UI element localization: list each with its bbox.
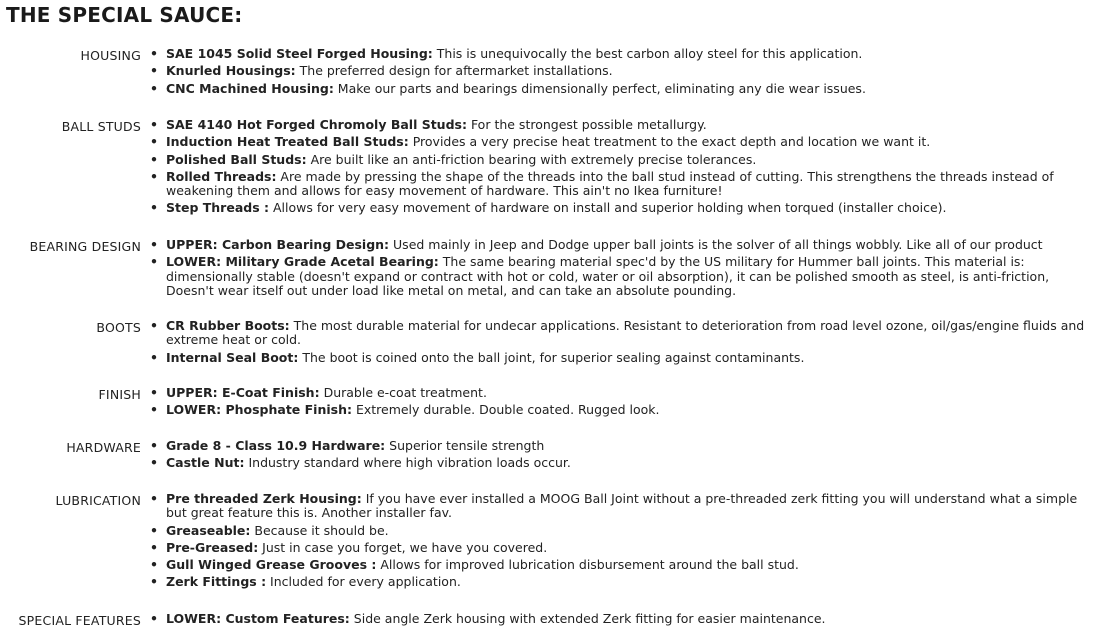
list-item <box>150 558 1095 572</box>
page-title: THE SPECIAL SAUCE: <box>6 3 243 27</box>
feature-description: Used mainly in Jeep and Dodge upper ball joints is the solver of all things wobbly. Like all of our product <box>389 237 1043 252</box>
feature-name: Step Threads : <box>166 200 269 216</box>
feature-description: Allows for improved lubrication disbursement around the ball stud. <box>376 557 799 573</box>
feature-name: Internal Seal Boot: <box>166 349 299 365</box>
section-label: HOUSING <box>80 48 141 63</box>
section-label: LUBRICATION <box>55 493 141 508</box>
section-label: BALL STUDS <box>61 119 141 134</box>
feature-description: This is unequivocally the best carbon alloy steel for this application. <box>432 46 863 61</box>
list-item <box>150 82 1095 96</box>
list-item <box>150 238 1095 252</box>
feature-name: Pre threaded Zerk Housing: <box>166 491 362 506</box>
list-item <box>150 456 1095 470</box>
feature-description: Side angle Zerk housing with extended Zerk fitting for easier maintenance. <box>349 611 826 626</box>
list-item <box>150 47 1095 61</box>
list-item <box>150 201 1095 215</box>
list-item <box>150 524 1095 538</box>
list-item <box>150 118 1095 132</box>
section-label: BOOTS <box>96 320 141 335</box>
list-item <box>150 351 1095 365</box>
feature-name: LOWER: Phosphate Finish: <box>166 402 352 418</box>
feature-name: LOWER: Custom Features: <box>166 611 350 626</box>
feature-name: Greaseable: <box>166 522 251 538</box>
feature-description: Allows for very easy movement of hardware on install and superior holding when torqued (installer choice). <box>269 200 947 216</box>
feature-description: The most durable material for undecar applications. Resistant to deterioration from road level ozone, oil/gas/engine fluids and extreme heat or cold. <box>166 318 1085 348</box>
feature-name: Grade 8 - Class 10.9 Hardware: <box>166 438 386 453</box>
feature-description: Extremely durable. Double coated. Rugged look. <box>351 402 660 418</box>
list-item <box>150 170 1095 199</box>
list-item <box>150 386 1095 400</box>
feature-list <box>150 492 1095 593</box>
feature-description: The same bearing material spec'd by the US military for Hummer ball joints. This material is: dimensionally stable (doesn't expand or contract with hot or cold, water or oil absorption), it can be polished smooth as steel, is anti-friction, Doesn't wear itself out under load like metal on metal, and can take an absolute pounding. <box>166 254 1050 298</box>
feature-name: Knurled Housings: <box>166 63 296 79</box>
feature-name: CR Rubber Boots: <box>166 318 290 333</box>
feature-description: Superior tensile strength <box>385 438 545 453</box>
feature-list <box>150 238 1095 301</box>
feature-description: Provides a very precise heat treatment to the exact depth and location we want it. <box>408 134 931 150</box>
feature-name: Rolled Threads: <box>166 168 277 184</box>
feature-name: Pre-Greased: <box>166 539 259 555</box>
feature-description: Are built like an anti-friction bearing with extremely precise tolerances. <box>306 151 757 167</box>
feature-description: Included for every application. <box>266 574 461 590</box>
feature-list <box>150 386 1095 421</box>
feature-name: Castle Nut: <box>166 455 245 471</box>
section-label: FINISH <box>98 387 141 402</box>
feature-name: UPPER: Carbon Bearing Design: <box>166 237 390 252</box>
list-item <box>150 153 1095 167</box>
section-label: BEARING DESIGN <box>29 239 141 254</box>
feature-description: Are made by pressing the shape of the threads into the ball stud instead of cutting. This strengthens the threads instead of weakening them and allows for easy movement of hardware. This ain't no Ikea furniture! <box>166 168 1054 199</box>
feature-name: Zerk Fittings : <box>166 574 267 590</box>
feature-name: SAE 1045 Solid Steel Forged Housing: <box>166 46 433 61</box>
feature-name: Polished Ball Studs: <box>166 151 307 167</box>
feature-description: Because it should be. <box>250 522 389 538</box>
section-label: HARDWARE <box>66 440 141 455</box>
feature-description: Just in case you forget, we have you covered. <box>258 539 548 555</box>
feature-name: SAE 4140 Hot Forged Chromoly Ball Studs: <box>166 117 467 132</box>
feature-name: Gull Winged Grease Grooves : <box>166 557 377 573</box>
list-item <box>150 403 1095 417</box>
list-item <box>150 541 1095 555</box>
feature-description: Make our parts and bearings dimensionally perfect, eliminating any die wear issues. <box>333 80 866 96</box>
section-label: SPECIAL FEATURES <box>18 613 141 628</box>
feature-list <box>150 612 1095 629</box>
list-item <box>150 439 1095 453</box>
list-item <box>150 135 1095 149</box>
feature-description: The boot is coined onto the ball joint, for superior sealing against contaminants. <box>298 349 805 365</box>
feature-list <box>150 118 1095 219</box>
list-item <box>150 255 1095 298</box>
feature-name: UPPER: E-Coat Finish: <box>166 385 320 400</box>
feature-name: LOWER: Military Grade Acetal Bearing: <box>166 254 439 270</box>
feature-name: Induction Heat Treated Ball Studs: <box>166 134 409 150</box>
list-item <box>150 492 1095 521</box>
feature-description: Industry standard where high vibration loads occur. <box>244 455 571 471</box>
feature-name: CNC Machined Housing: <box>166 80 334 96</box>
feature-description: The preferred design for aftermarket installations. <box>295 63 613 79</box>
list-item <box>150 612 1095 626</box>
feature-description: If you have ever installed a MOOG Ball Joint without a pre-threaded zerk fitting you will understand what a simple but great feature this is. Another installer fav. <box>166 491 1078 521</box>
list-item <box>150 575 1095 589</box>
feature-list <box>150 47 1095 99</box>
feature-list <box>150 439 1095 474</box>
list-item <box>150 64 1095 78</box>
feature-description: Durable e-coat treatment. <box>319 385 487 400</box>
feature-list <box>150 319 1095 368</box>
feature-description: For the strongest possible metallurgy. <box>466 117 707 132</box>
list-item <box>150 319 1095 348</box>
